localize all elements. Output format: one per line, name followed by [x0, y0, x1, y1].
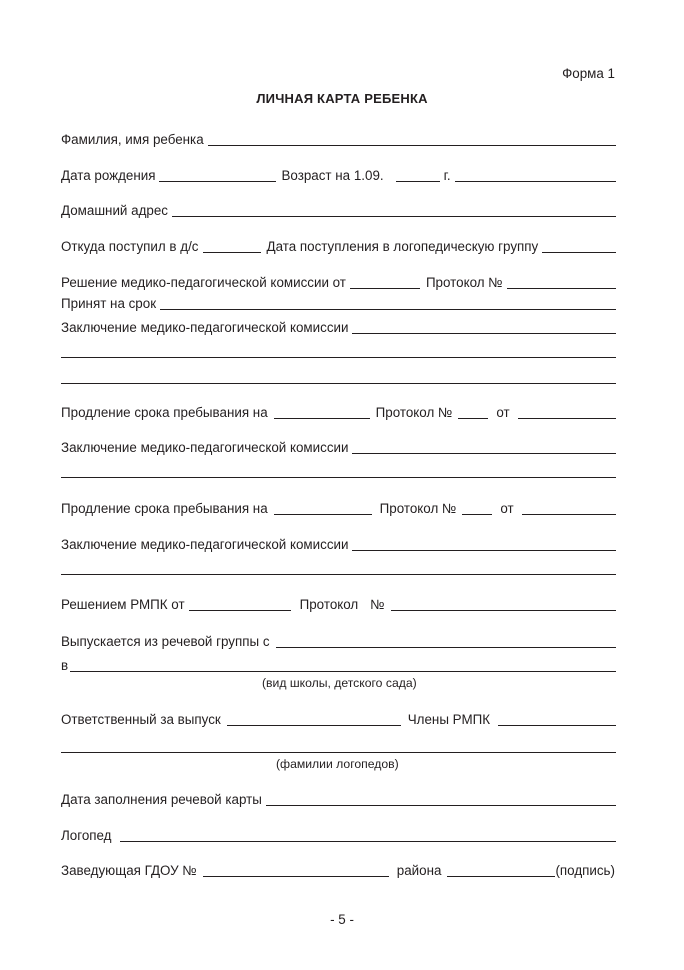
admission-date-field[interactable] — [542, 238, 616, 253]
released-from-field[interactable] — [276, 633, 616, 648]
fill-date-label: Дата заполнения речевой карты — [61, 792, 262, 807]
protocol-label-1: Протокол № — [425, 275, 503, 290]
commission-conclusion-line-2a[interactable] — [61, 477, 616, 478]
extension-term-field-2[interactable] — [274, 500, 372, 515]
protocol-number-field-2[interactable] — [458, 404, 488, 419]
rmpk-decision-label: Решением РМПК от — [61, 597, 185, 612]
extension-label-1: Продление срока пребывания на — [61, 405, 268, 420]
signature-field[interactable] — [447, 862, 555, 877]
admission-date-label: Дата поступления в логопедическую группу — [266, 239, 539, 254]
home-address-row — [61, 201, 616, 219]
commission-decision-date-field[interactable] — [350, 274, 420, 289]
age-label: Возраст на 1.09. — [281, 168, 384, 183]
accepted-term-row — [61, 294, 616, 312]
speech-therapist-field[interactable] — [120, 827, 617, 842]
fill-date-row — [61, 790, 616, 808]
year-suffix: г. — [443, 168, 451, 183]
commission-conclusion-label-1: Заключение медико-педагогической комиссии — [61, 320, 349, 335]
came-from-label: Откуда поступил в д/с — [61, 239, 199, 254]
commission-decision-row — [61, 273, 616, 291]
extension-row-2 — [61, 499, 616, 517]
released-to-row — [61, 656, 616, 674]
responsible-row — [61, 710, 616, 728]
commission-conclusion-field-1[interactable] — [352, 319, 616, 334]
protocol-label-4: Протокол — [299, 597, 359, 612]
gdou-number-field[interactable] — [203, 862, 389, 877]
head-row — [61, 861, 616, 879]
speech-therapists-caption: (фамилии логопедов) — [276, 757, 399, 771]
extension-term-field-1[interactable] — [274, 404, 370, 419]
school-type-caption: (вид школы, детского сада) — [262, 676, 417, 690]
came-from-row — [61, 237, 616, 255]
page-title: ЛИЧНАЯ КАРТА РЕБЕНКА — [256, 91, 428, 106]
released-to-prefix: в — [61, 658, 69, 673]
child-name-label: Фамилия, имя ребенка — [61, 132, 204, 147]
released-from-label: Выпускается из речевой группы с — [61, 634, 270, 649]
commission-conclusion-row-1 — [61, 318, 616, 336]
rmpk-members-field[interactable] — [498, 711, 616, 726]
child-name-row — [61, 130, 616, 148]
accepted-term-field[interactable] — [160, 295, 616, 310]
commission-conclusion-line-3a[interactable] — [61, 574, 616, 575]
fill-date-field[interactable] — [266, 791, 616, 806]
age-extra-field[interactable] — [455, 167, 616, 182]
age-field[interactable] — [396, 167, 440, 182]
protocol-label-3: Протокол № — [379, 501, 457, 516]
page-number: - 5 - — [330, 912, 354, 927]
commission-conclusion-line-1a[interactable] — [61, 357, 616, 358]
commission-conclusion-row-3 — [61, 535, 616, 553]
responsible-label: Ответственный за выпуск — [61, 712, 221, 727]
extension-label-2: Продление срока пребывания на — [61, 501, 268, 516]
signature-label: (подпись) — [555, 863, 615, 878]
district-label: района — [396, 863, 442, 878]
commission-conclusion-label-3: Заключение медико-педагогической комиссии — [61, 537, 349, 552]
from-label-2: от — [500, 501, 514, 516]
released-from-row — [61, 632, 616, 650]
extension-date-field-2[interactable] — [522, 500, 616, 515]
rmpk-members-label: Члены РМПК — [407, 712, 491, 727]
birth-date-field[interactable] — [159, 167, 276, 182]
came-from-field[interactable] — [203, 238, 261, 253]
speech-therapist-label: Логопед — [61, 828, 112, 843]
rmpk-decision-date-field[interactable] — [189, 596, 291, 611]
birth-date-label: Дата рождения — [61, 168, 156, 183]
commission-decision-label: Решение медико-педагогической комиссии от — [61, 275, 346, 290]
responsible-field[interactable] — [227, 711, 401, 726]
commission-conclusion-line-1b[interactable] — [61, 383, 616, 384]
protocol-no-sign-4: № — [370, 597, 385, 612]
released-to-field[interactable] — [70, 657, 616, 672]
protocol-number-field-1[interactable] — [507, 274, 616, 289]
speech-therapist-row — [61, 826, 616, 844]
commission-conclusion-field-3[interactable] — [352, 536, 616, 551]
protocol-label-2: Протокол № — [375, 405, 453, 420]
commission-conclusion-field-2[interactable] — [352, 439, 616, 454]
protocol-number-field-4[interactable] — [391, 596, 616, 611]
accepted-term-label: Принят на срок — [61, 296, 157, 311]
protocol-number-field-3[interactable] — [462, 500, 492, 515]
home-address-field[interactable] — [172, 202, 616, 217]
birth-date-row — [61, 166, 616, 184]
child-name-field[interactable] — [208, 131, 616, 146]
extension-row-1 — [61, 403, 616, 421]
commission-conclusion-label-2: Заключение медико-педагогической комиссии — [61, 440, 349, 455]
home-address-label: Домашний адрес — [61, 203, 168, 218]
rmpk-decision-row — [61, 595, 616, 613]
form-number-label: Форма 1 — [562, 66, 615, 81]
head-label: Заведующая ГДОУ № — [61, 863, 197, 878]
commission-conclusion-row-2 — [61, 438, 616, 456]
extension-date-field-1[interactable] — [518, 404, 616, 419]
from-label-1: от — [496, 405, 510, 420]
speech-therapists-line[interactable] — [61, 752, 616, 753]
